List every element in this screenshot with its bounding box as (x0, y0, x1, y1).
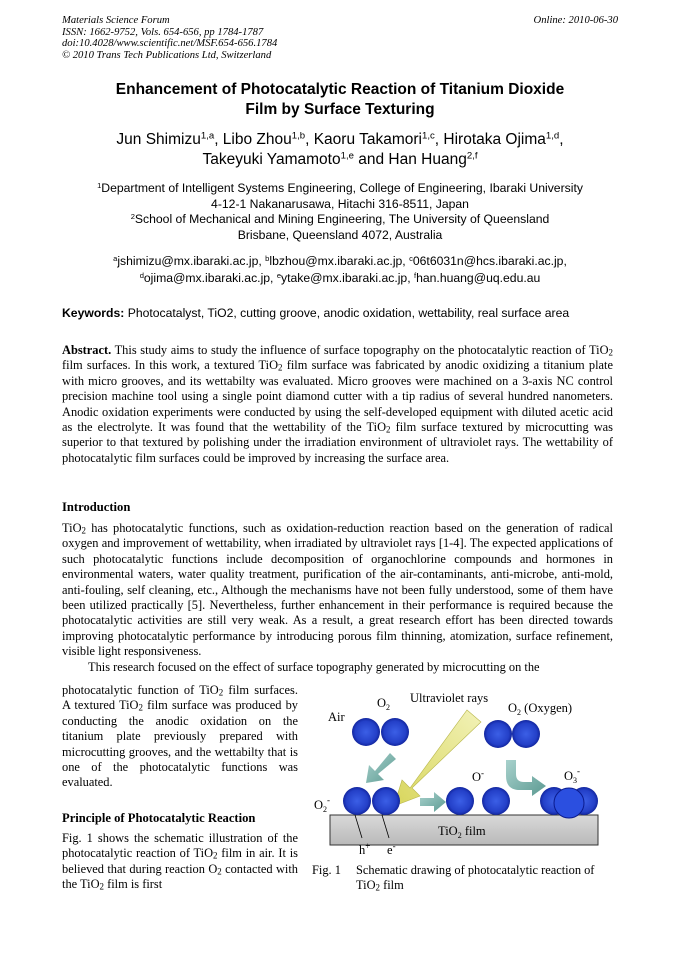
subscript: 2 (213, 850, 218, 861)
o3-atom (554, 788, 584, 818)
author-name: Takeyuki Yamamoto (202, 151, 341, 168)
figure-caption (312, 863, 616, 894)
caption-text (356, 863, 616, 894)
header-meta (62, 15, 618, 61)
email-link[interactable]: ytake@mx.ibaraki.ac.jp, (281, 270, 414, 285)
body-text: film is first (104, 877, 163, 892)
caption-text-a: Schematic drawing of photocatalytic reaction of TiO (356, 863, 595, 893)
o2-minus-atom (343, 787, 371, 815)
film-main: TiO (438, 824, 458, 838)
body-text: film surface was produced by conducting the anodic oxidation on the titanium plate previously prepared with microcutting grooves, and the wettabilty that is one of the photocatalytic functions was evaluated. (62, 698, 299, 790)
intro-p1 (62, 521, 613, 660)
keywords-text: Photocatalyst, TiO2, cutting groove, anodic oxidation, wettability, real surface area (124, 306, 570, 320)
author-sup: 1,b (291, 130, 306, 142)
principle-paragraph (62, 831, 298, 893)
email-sup: d (139, 270, 144, 280)
subscript: 2 (375, 882, 380, 893)
author-sup: 1,d (545, 130, 560, 142)
subscript: 2 (386, 424, 391, 435)
affiliation-sup: 2 (130, 211, 135, 221)
subscript: 2 (99, 881, 104, 892)
air-o2-atom (381, 718, 409, 746)
o-minus-main: O (472, 770, 482, 784)
air-o2-atom (352, 718, 380, 746)
figure-1 (310, 688, 615, 860)
oxygen-label (508, 701, 572, 717)
body-text: film in air. It is believed that during reaction O (62, 846, 298, 876)
author-comma: , (559, 131, 564, 148)
issn-line: ISSN: 1662-9752, Vols. 654-656, pp 1784-1787 (62, 26, 264, 38)
subscript: 2 (138, 702, 143, 713)
author-list (62, 130, 618, 170)
body-text: Fig. 1 shows the schematic illustration of the photocatalytic reaction of TiO (62, 831, 298, 861)
o2-minus-main: O (314, 798, 324, 812)
affiliation-sup: 1 (97, 180, 102, 190)
email-sup: c (409, 253, 413, 263)
keywords (62, 305, 618, 321)
email-sup: a (113, 253, 118, 263)
email-sup: e (276, 270, 282, 280)
o2-minus-sup: - (327, 795, 331, 805)
online-date: Online: 2010-06-30 (533, 15, 618, 26)
electron-main: e (387, 843, 393, 857)
keywords-label: Keywords: (62, 306, 125, 320)
uv-label: Ultraviolet rays (410, 691, 489, 705)
abstract-text: film surfaces. In this work, a textured TiO (62, 358, 279, 373)
film-sub: 2 (457, 831, 462, 840)
title-line-1: Enhancement of Photocatalytic Reaction of Titanium Dioxide (115, 81, 565, 98)
hole-sup: + (365, 841, 371, 851)
subscript: 2 (278, 362, 283, 373)
body-text: TiO (62, 521, 82, 535)
author-name: , Libo Zhou (214, 131, 292, 148)
body-text: contacted with the TiO (62, 861, 298, 892)
oxygen-suffix: (Oxygen) (521, 701, 573, 715)
subscript: 2 (608, 347, 613, 358)
email-link[interactable]: jshimizu@mx.ibaraki.ac.jp, (117, 254, 266, 268)
email-list (62, 253, 618, 286)
hole-main: h (359, 843, 366, 857)
o2-main: O (377, 696, 387, 710)
abstract-label: Abstract. (62, 343, 112, 357)
abstract-text: This study aims to study the influence of surface topography on the photocatalytic reaction of TiO (111, 343, 609, 357)
caption-text-b: film (379, 878, 404, 893)
film-label (438, 824, 486, 840)
photocatalysis-diagram (310, 688, 615, 860)
affiliation-1-line-2: 4-12-1 Nakanarusawa, Hitachi 316-8511, Japan (211, 196, 469, 211)
o2-minus-atom (372, 787, 400, 815)
affiliations (62, 181, 618, 243)
abstract-text: film surface was fabricated by anodic oxidizing a titanium plate with micro grooves, and its wettabilty was evaluated. Micro grooves were machined on a 3-axis NC control precision machine tool using a single point diamond cutter with a tip radius of several hundred nanometers. Anodic oxidation experiments were conducted by using the self-developed equipment with diluted acetic acid as the electrolyte. It was found that the wettability of the TiO (62, 358, 613, 435)
email-link[interactable]: han.huang@uq.edu.au (416, 270, 541, 285)
electron-label (387, 841, 396, 857)
affiliation-text: School of Mechanical and Mining Engineering, The University of Queensland (134, 212, 550, 226)
oxygen-atom (512, 720, 540, 748)
body-text: has photocatalytic functions, such as oxidation-reduction reaction based on the generation of radical oxygen and improvement of wettability, when irradiated by ultraviolet rays [1-4]. The expected applications of such photocatalytic functions include decomposition of organochlorine compounds and hormones in environmental waters, water quality treatment, purification of the air-contaminants, anti-microbe, anti-mold, anti-fouling, self cleaning, etc., Although the mechanisms have not been fully understood, some of them have been utilized practically [5]. Nevertheless, further enhancement in their performance is required because the photocatalytic activities are still very weak. As a result, a great research effort has been directed towards improving photocatalytic performance by introducing porous film thinning, atomization, surface refinement, visible light responsiveness. (62, 521, 613, 659)
introduction-paragraph-2 (62, 683, 298, 791)
affiliation-2-line-1 (62, 212, 618, 228)
affiliation-2-line-2: Brisbane, Queensland 4072, Australia (237, 227, 443, 242)
o-minus-atom (482, 787, 510, 815)
adsorption-arrow (366, 753, 396, 783)
email-link[interactable]: 06t6031n@hcs.ibaraki.ac.jp, (412, 254, 567, 268)
o2-label (377, 696, 390, 712)
title-line-2: Film by Surface Texturing (245, 101, 435, 118)
body-text: film surfaces. A textured TiO (62, 683, 298, 713)
email-link[interactable]: ojima@mx.ibaraki.ac.jp, (143, 270, 277, 285)
email-link[interactable]: lbzhou@mx.ibaraki.ac.jp, (269, 254, 410, 268)
email-sup: b (265, 253, 270, 263)
author-name: , Kaoru Takamori (305, 131, 422, 148)
journal-name: Materials Science Forum (62, 15, 170, 26)
affiliation-text: Department of Intelligent Systems Engineering, College of Engineering, Ibaraki University (101, 181, 583, 195)
author-sup: 1,c (421, 130, 435, 142)
intro-p2-first-line: This research focused on the effect of surface topography generated by microcutting on the (88, 659, 540, 674)
author-name: Jun Shimizu (116, 131, 201, 148)
o3-sub: 3 (573, 776, 578, 785)
oxygen-atom (484, 720, 512, 748)
o-minus-sup: - (481, 768, 485, 778)
o2-sub: 2 (386, 703, 391, 712)
air-label: Air (328, 710, 345, 724)
oxygen-main: O (508, 701, 518, 715)
caption-label: Fig. 1 (312, 863, 341, 877)
principle-heading: Principle of Photocatalytic Reaction (62, 811, 256, 825)
email-line-2 (62, 270, 618, 287)
o2-minus-label (314, 795, 330, 814)
doi-line: doi:10.4028/www.scientific.net/MSF.654-656.1784 (62, 38, 278, 50)
author-line-1 (62, 130, 618, 150)
abstract (62, 343, 613, 466)
reaction-arrow (420, 792, 446, 812)
copyright-line: © 2010 Trans Tech Publications Ltd, Switzerland (62, 49, 272, 61)
introduction-heading: Introduction (62, 500, 131, 514)
body-text: photocatalytic function of TiO (62, 683, 219, 697)
author-name: , Hirotaka Ojima (434, 131, 546, 148)
introduction-paragraph-1 (62, 521, 613, 675)
author-line-2 (62, 150, 618, 170)
subscript: 2 (81, 525, 86, 536)
o3-sup: - (577, 766, 581, 776)
author-sup: 1,a (200, 130, 215, 142)
film-suffix: film (461, 824, 486, 838)
o3-label (564, 766, 580, 785)
email-line-1 (62, 253, 618, 270)
subscript: 2 (218, 687, 224, 698)
o3-main: O (564, 769, 574, 783)
paper-title (62, 80, 618, 120)
o2-minus-sub: 2 (323, 805, 328, 814)
oxygen-arrow (506, 760, 546, 796)
author-name: and Han Huang (353, 151, 467, 168)
o-minus-atom (446, 787, 474, 815)
abstract-text: film surface textured by microcutting was superior to that textured by polishing under the irradiation environment of ultraviolet rays. The wettability of photocatalytic film surfaces could be improved by increasing the surface area. (62, 420, 613, 465)
oxygen-sub: 2 (517, 708, 522, 717)
affiliation-1-line-1 (62, 181, 618, 197)
hole-label (359, 841, 370, 857)
author-sup: 1,e (340, 150, 354, 162)
author-sup: 2,f (466, 150, 478, 162)
electron-sup: - (392, 841, 396, 851)
subscript: 2 (217, 866, 222, 877)
o-minus-label (472, 768, 484, 784)
email-sup: f (413, 270, 417, 280)
